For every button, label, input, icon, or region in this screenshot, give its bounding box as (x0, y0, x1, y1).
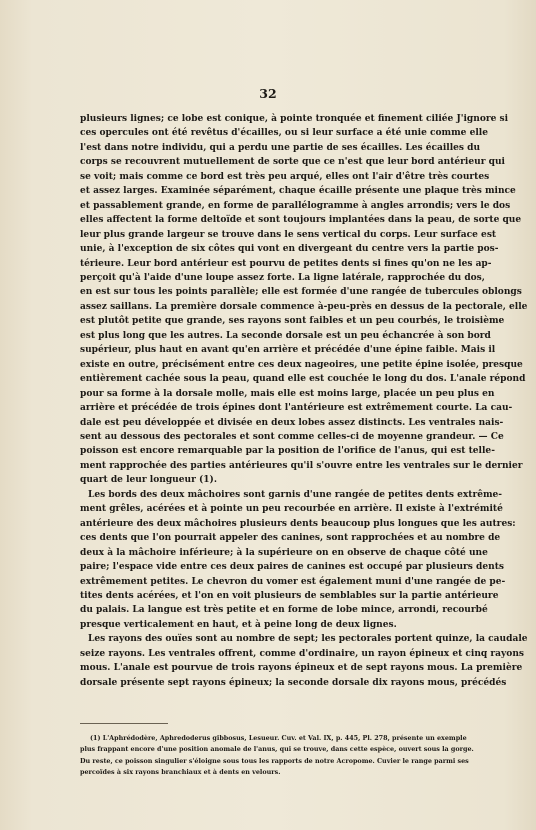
paragraph-2 (80, 488, 516, 633)
text-line: mous. L'anale est pourvue de trois rayons épineux et de sept rayons mous. La première (80, 663, 523, 674)
text-line: seize rayons. Les ventrales offrent, comme d'ordinaire, un rayon épineux et cinq rayons (80, 648, 524, 659)
text-line: unie, à l'exception de six côtes qui vont en divergeant du centre vers la partie pos- (80, 244, 499, 255)
text-line: Du reste, ce poisson singulier s'éloigne sous tous les rapports de notre Acropome. Cuvier le range parmi ses (80, 756, 469, 765)
text-line: plus frappant encore d'une position anomale de l'anus, qui se trouve, dans cette espèce, ouvert sous la gorge. (80, 745, 474, 754)
text-line: se voit; mais comme ce bord est très peu arqué, elles ont l'air d'être très courtes (80, 171, 490, 182)
text-line: plusieurs lignes; ce lobe est conique, à pointe tronquée et finement ciliée J'ignore si (80, 114, 509, 124)
text-line: deux à la mâchoire inférieure; à la supérieure on en observe de chaque côté une (80, 547, 488, 558)
text-line: elles affectent la forme deltoïde et sont toujours implantées dans la peau, de sorte que (80, 215, 522, 226)
text-line: presque verticalement en haut, et à peine long de deux lignes. (80, 619, 397, 630)
body-text (80, 112, 528, 690)
text-line: percoïdes à six rayons branchiaux et à dents en velours. (80, 767, 281, 776)
text-line: antérieure des deux mâchoires plusieurs dents beaucoup plus longues que les autres: (80, 518, 516, 529)
text-line: tites dents acérées, et l'on en voit plusieurs de semblables sur la partie antérieure (80, 590, 499, 601)
text-line: et assez larges. Examinée séparément, chaque écaille présente une plaque très mince (80, 186, 516, 197)
text-line: dorsale présente sept rayons épineux; la seconde dorsale dix rayons mous, précédés (80, 677, 507, 688)
text-line: ces opercules ont été revêtus d'écailles, ou si leur surface a été unie comme elle (80, 128, 488, 139)
text-line: l'est dans notre individu, qui a perdu une partie de ses écailles. Les écailles du (80, 142, 481, 153)
text-line: dale est peu développée et divisée en deux lobes assez distincts. Les ventrales nais- (80, 417, 504, 428)
text-line: arrière et précédée de trois épines dont l'antérieure est extrêmement courte. La cau- (80, 403, 513, 414)
text-line: extrêmement petites. Le chevron du vomer est également muni d'une rangée de pe- (80, 576, 506, 587)
text-line: et passablement grande, en forme de parallélogramme à angles arrondis; vers le dos (80, 200, 511, 211)
text-line: (1) L'Aphrédodère, Aphredoderus gibbosus, Lesueur. Cuv. et Val. IX, p. 445, Pl. 278, présente un exemple (90, 734, 467, 742)
text-line: ment rapprochée des parties antérieures qu'il s'ouvre entre les ventrales sur le dernier (80, 460, 523, 471)
text-line: Les rayons des ouïes sont au nombre de sept; les pectorales portent quinze, la caudale (88, 634, 528, 645)
text-line: quart de leur longueur (1). (80, 475, 217, 486)
text-line: en est sur tous les points parallèle; elle est formée d'une rangée de tubercules oblongs (80, 287, 522, 298)
text-line: poisson est encore remarquable par la position de l'orifice de l'anus, qui est telle- (80, 446, 495, 457)
text-line: corps se recouvrent mutuellement de sorte que ce n'est que leur bord antérieur qui (80, 157, 505, 168)
text-line: perçoit qu'à l'aide d'une loupe assez forte. La ligne latérale, rapprochée du dos, (80, 272, 485, 283)
footnote-rule (80, 723, 168, 724)
text-line: leur plus grande largeur se trouve dans le sens vertical du corps. Leur surface est (80, 229, 497, 240)
text-line: existe en outre, précisément entre ces deux nageoires, une petite épine isolée, presque (80, 359, 523, 370)
text-line: pour sa forme à la dorsale molle, mais elle est moins large, placée un peu plus en (80, 388, 495, 399)
text-line: ces dents que l'on pourrait appeler des canines, sont rapprochées et au nombre de (80, 533, 501, 544)
paragraph-3 (80, 632, 528, 690)
footnote (80, 733, 474, 778)
text-line: assez saillans. La première dorsale commence à-peu-près en dessus de la pectorale, elle (80, 301, 528, 312)
text-line: térieure. Leur bord antérieur est pourvu de petites dents si fines qu'on ne les ap- (80, 258, 492, 269)
text-line: entièrement cachée sous la peau, quand elle est couchée le long du dos. L'anale répond (80, 374, 526, 385)
text-line: est plus long que les autres. La seconde dorsale est un peu échancrée à son bord (80, 330, 491, 341)
text-line: paire; l'espace vide entre ces deux paires de canines est occupé par plusieurs dents (80, 562, 504, 573)
text-line: sent au dessous des pectorales et sont comme celles-ci de moyenne grandeur. — Ce (80, 431, 504, 442)
text-line: du palais. La langue est très petite et en forme de lobe mince, arrondi, recourbé (80, 605, 488, 616)
page-number: 32 (259, 86, 277, 101)
text-line: est plutôt petite que grande, ses rayons sont faibles et un peu courbés, le troisième (80, 316, 505, 327)
text-line: supérieur, plus haut en avant qu'en arrière et précédée d'une épine faible. Mais il (80, 345, 496, 356)
text-line: ment grêles, acérées et à pointe un peu recourbée en arrière. Il existe à l'extrémité (80, 504, 503, 515)
paragraph-1 (80, 112, 528, 488)
text-line: Les bords des deux mâchoires sont garnis d'une rangée de petites dents extrême- (88, 489, 503, 500)
